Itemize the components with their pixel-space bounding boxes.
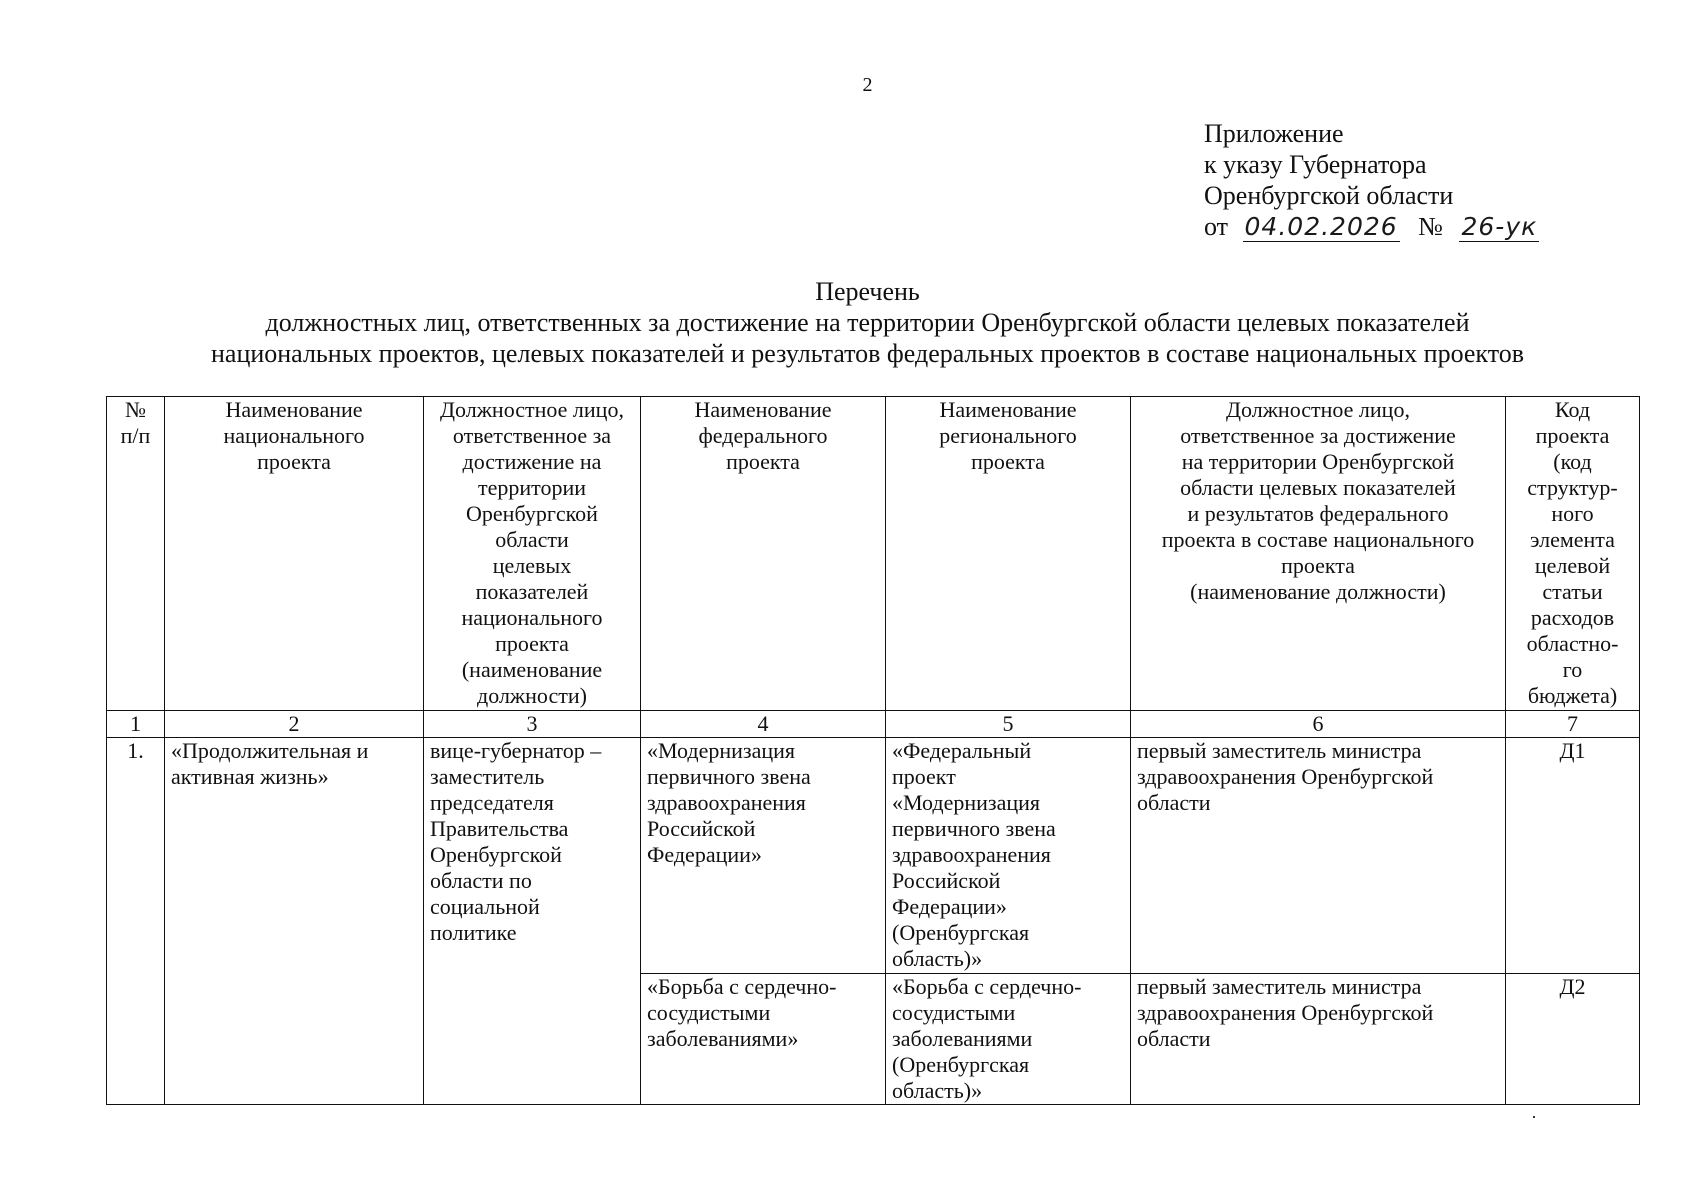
regional-project-cell: «Борьба с сердечно- сосудистыми заболеваниями (Оренбургская область)» bbox=[886, 974, 1131, 1105]
appendix-block bbox=[1204, 118, 1539, 242]
appendix-line-1: Приложение bbox=[1204, 119, 1344, 148]
officials-table bbox=[106, 396, 1640, 1105]
column-number-cell: 6 bbox=[1131, 711, 1506, 738]
from-label: от bbox=[1204, 212, 1229, 241]
title-line-2: должностных лиц, ответственных за достижение на территории Оренбургской области целевых показателей bbox=[265, 308, 1470, 337]
appendix-line-2: к указу Губернатора bbox=[1204, 150, 1427, 179]
official-cell: вице-губернатор – заместитель председателя Правительства Оренбургской области по социальной политике bbox=[424, 738, 641, 1105]
national-project-cell: «Продолжительная и активная жизнь» bbox=[165, 738, 424, 1105]
document-title bbox=[0, 276, 1694, 369]
handwritten-number: 26-ук bbox=[1461, 212, 1538, 241]
appendix-line-3: Оренбургской области bbox=[1204, 181, 1454, 210]
regional-project-cell: «Федеральный проект «Модернизация первичного звена здравоохранения Российской Федерации» (Оренбургская область)» bbox=[886, 738, 1131, 974]
speck-mark bbox=[1533, 1116, 1535, 1118]
title-line-3: национальных проектов, целевых показателей и результатов федеральных проектов в составе национальных проектов bbox=[210, 339, 1525, 368]
table-row bbox=[107, 738, 1640, 974]
column-number-cell: 2 bbox=[165, 711, 424, 738]
column-number-cell: 5 bbox=[886, 711, 1131, 738]
header-cell-number: № п/п bbox=[107, 397, 165, 711]
row-number-cell: 1. bbox=[107, 738, 165, 1105]
header-cell-official: Должностное лицо, ответственное за достижение на территории Оренбургской области целевых показателей национального проекта (наименование должности) bbox=[424, 397, 641, 711]
header-cell-federal-project: Наименование федерального проекта bbox=[641, 397, 886, 711]
project-code-cell: Д1 bbox=[1506, 738, 1640, 974]
header-cell-responsible: Должностное лицо, ответственное за достижение на территории Оренбургской области целевых показателей и результатов федерального проекта в составе национального проекта (наименование должности) bbox=[1131, 397, 1506, 711]
column-number-cell: 7 bbox=[1506, 711, 1640, 738]
column-number-cell: 1 bbox=[107, 711, 165, 738]
number-label: № bbox=[1418, 212, 1443, 241]
header-cell-regional-project: Наименование регионального проекта bbox=[886, 397, 1131, 711]
header-cell-national-project: Наименование национального проекта bbox=[165, 397, 424, 711]
column-number-cell: 4 bbox=[641, 711, 886, 738]
appendix-date-number-line bbox=[1204, 211, 1539, 242]
federal-project-cell: «Борьба с сердечно- сосудистыми заболеваниями» bbox=[641, 974, 886, 1105]
handwritten-date: 04.02.2026 bbox=[1244, 212, 1398, 241]
project-code-cell: Д2 bbox=[1506, 974, 1640, 1105]
responsible-official-cell: первый заместитель министра здравоохранения Оренбургской области bbox=[1131, 738, 1506, 974]
header-row bbox=[107, 397, 1640, 711]
column-number-row bbox=[107, 711, 1640, 738]
title-heading: Перечень bbox=[815, 277, 920, 306]
responsible-official-cell: первый заместитель министра здравоохранения Оренбургской области bbox=[1131, 974, 1506, 1105]
header-cell-code: Код проекта (код структур- ного элемента целевой статьи расходов областно- го бюджета) bbox=[1506, 397, 1640, 711]
federal-project-cell: «Модернизация первичного звена здравоохранения Российской Федерации» bbox=[641, 738, 886, 974]
page-number: 2 bbox=[862, 74, 873, 96]
column-number-cell: 3 bbox=[424, 711, 641, 738]
